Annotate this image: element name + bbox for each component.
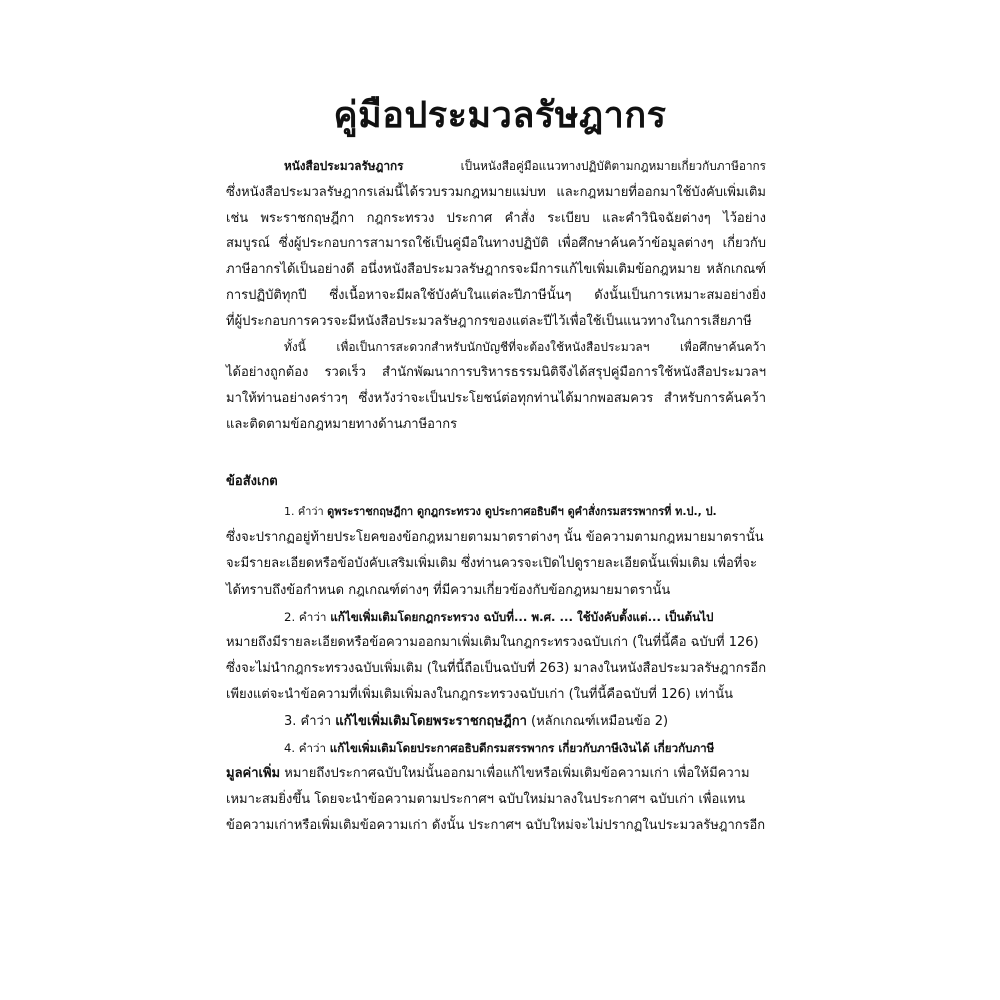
text-run: (หลักเกณฑ์เหมือนข้อ 2) xyxy=(526,713,669,729)
paragraph-line xyxy=(226,154,766,180)
page-title: คู่มือประมวลรัษฎากร xyxy=(333,95,667,136)
intro-paragraph-1 xyxy=(226,154,766,335)
paragraph-line: เหมาะสมยิ่งขึ้น โดยจะนำข้อความตามประกาศฯ ฉบับใหม่มาลงในประกาศฯ ฉบับเก่า เพื่อแทน xyxy=(226,792,746,808)
paragraph-line: การปฏิบัติทุกปี ซึ่งเนื้อหาจะมีผลใช้บังคับในแต่ละปีภาษีนั้นๆ ดังนั้นเป็นการเหมาะสมอย่างยิ่ง xyxy=(226,287,766,303)
paragraph-line: ภาษีอากรได้เป็นอย่างดี อนึ่งหนังสือประมวลรัษฎากรจะมีการแก้ไขเพิ่มเติมข้อกฎหมาย หลักเกณฑ์ xyxy=(226,262,766,278)
intro-paragraph-2 xyxy=(226,335,766,438)
paragraph-line: และติดตามข้อกฎหมายทางด้านภาษีอากร xyxy=(226,416,458,432)
paragraph-line xyxy=(226,735,766,761)
paragraph-line: เช่น พระราชกฤษฎีกา กฎกระทรวง ประกาศ คำสั่ง ระเบียบ และคำวินิจฉัยต่างๆ ไว้อย่าง xyxy=(226,210,766,226)
paragraph-line: ซึ่งจะปรากฏอยู่ท้ายประโยคของข้อกฎหมายตามมาตราต่างๆ นั้น ข้อความตามกฎหมายมาตรานั้น xyxy=(226,530,764,546)
note-2 xyxy=(226,604,766,709)
notes-heading: ข้อสังเกต xyxy=(226,474,278,489)
note-prefix: 4. คำว่า xyxy=(284,740,330,755)
paragraph-line: จะมีรายละเอียดหรือข้อบังคับเสริมเพิ่มเติม ซึ่งท่านควรจะเปิดไปดูรายละเอียดนั้นเพิ่มเติม เพื่อที่จะ xyxy=(226,556,757,572)
paragraph-line: ข้อความเก่าหรือเพิ่มเติมข้อความเก่า ดังนั้น ประกาศฯ ฉบับใหม่จะไม่ปรากฏในประมวลรัษฎากรอีก xyxy=(226,818,766,834)
note-4 xyxy=(226,735,766,840)
note-prefix: 2. คำว่า xyxy=(284,609,331,624)
paragraph-line: ได้ทราบถึงข้อกำหนด กฎเกณฑ์ต่างๆ ที่มีความเกี่ยวข้องกับข้อกฎหมายมาตรานั้น xyxy=(226,582,671,598)
intro-section xyxy=(226,154,766,438)
paragraph-line xyxy=(226,604,766,630)
note-prefix: 1. คำว่า xyxy=(284,505,328,518)
bold-term: หนังสือประมวลรัษฎากร xyxy=(284,159,404,173)
text-run: เป็นหนังสือคู่มือแนวทางปฏิบัติตามกฎหมายเกี่ยวกับภาษีอากร xyxy=(403,159,766,173)
note-prefix: 3. คำว่า xyxy=(284,713,336,729)
paragraph-line: มาให้ท่านอย่างคร่าวๆ ซึ่งหวังว่าจะเป็นประโยชน์ต่อทุกท่านได้มากพอสมควร สำหรับการค้นคว้า xyxy=(226,391,766,407)
paragraph-line: ได้อย่างถูกต้อง รวดเร็ว สำนักพัฒนาการบริหารธรรมนิติจึงได้สรุปคู่มือการใช้หนังสือประมวลฯ xyxy=(226,365,766,381)
paragraph-line: ที่ผู้ประกอบการควรจะมีหนังสือประมวลรัษฎากรของแต่ละปีไว้เพื่อใช้เป็นแนวทางในการเสียภาษี xyxy=(226,313,752,329)
paragraph-line xyxy=(226,499,766,525)
paragraph-line xyxy=(226,761,766,787)
bold-term: แก้ไขเพิ่มเติมโดยประกาศอธิบดีกรมสรรพากร เกี่ยวกับภาษีเงินได้ เกี่ยวกับภาษี xyxy=(329,740,715,755)
bold-term: ดูพระราชกฤษฎีกา ดูกฎกระทรวง ดูประกาศอธิบดีฯ ดูคำสั่งกรมสรรพากรที่ ท.ป., ป. xyxy=(327,505,717,518)
paragraph-line: ซึ่งจะไม่นำกฎกระทรวงฉบับเพิ่มเติม (ในที่นี้ถือเป็นฉบับที่ 263) มาลงในหนังสือประมวลรัษฎากรอีก xyxy=(226,661,767,677)
bold-term: แก้ไขเพิ่มเติมโดยพระราชกฤษฎีกา xyxy=(335,713,527,729)
notes-section xyxy=(226,499,766,840)
note-1 xyxy=(226,499,766,604)
paragraph-line: เพียงแต่จะนำข้อความที่เพิ่มเติมเพิ่มลงในกฎกระทรวงฉบับเก่า (ในที่นี้คือฉบับที่ 126) เท่านั้น xyxy=(226,687,734,703)
paragraph-line xyxy=(226,709,766,735)
paragraph-line: ซึ่งหนังสือประมวลรัษฎากรเล่มนี้ได้รวบรวมกฎหมายแม่บท และกฎหมายที่ออกมาใช้บังคับเพิ่มเติม xyxy=(226,184,766,200)
paragraph-line: สมบูรณ์ ซึ่งผู้ประกอบการสามารถใช้เป็นคู่มือในทางปฏิบัติ เพื่อศึกษาค้นคว้าข้อมูลต่างๆ เกี่ยวกับ xyxy=(226,236,766,252)
paragraph-line: ทั้งนี้ เพื่อเป็นการสะดวกสำหรับนักบัญชีที่จะต้องใช้หนังสือประมวลฯ เพื่อศึกษาค้นคว้า xyxy=(284,339,766,354)
bold-term: แก้ไขเพิ่มเติมโดยกฎกระทรวง ฉบับที่... พ.ศ. ... ใช้บังคับตั้งแต่... เป็นต้นไป xyxy=(330,609,714,624)
paragraph-line: หมายถึงมีรายละเอียดหรือข้อความออกมาเพิ่มเติมในกฎกระทรวงฉบับเก่า (ในที่นี้คือ ฉบับที่ 126) xyxy=(226,635,759,651)
bold-term: มูลค่าเพิ่ม xyxy=(226,766,281,782)
note-3 xyxy=(226,709,766,735)
text-run: หมายถึงประกาศฉบับใหม่นั้นออกมาเพื่อแก้ไขหรือเพิ่มเติมข้อความเก่า เพื่อให้มีความ xyxy=(280,766,750,782)
